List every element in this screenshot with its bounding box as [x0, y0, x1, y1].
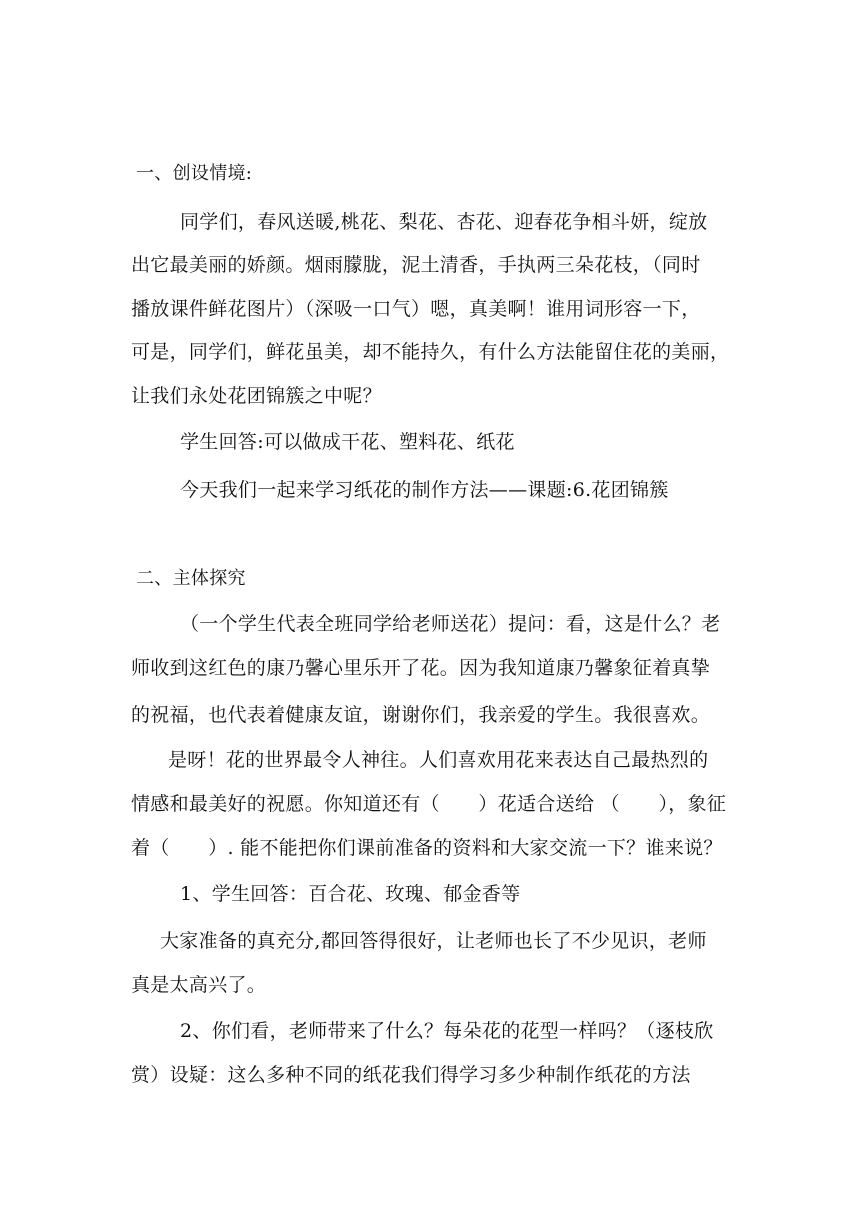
paragraph-line: 出它最美丽的娇颜。烟雨朦胧，泥土清香，手执两三朵花枝，（同时	[131, 254, 701, 276]
student-answer-1: 1、学生回答：百合花、玫瑰、郁金香等	[180, 883, 521, 905]
paragraph-line: 播放课件鲜花图片）（深吸一口气）嗯，真美啊！谁用词形容一下，	[131, 298, 701, 320]
paragraph-line: 是呀！花的世界最令人神往。人们喜欢用花来表达自己最热烈的	[168, 749, 709, 771]
paragraph-line: 情感和最美好的祝愿。你知道还有（ ）花适合送给 （ ），象征	[131, 793, 727, 815]
student-answer: 学生回答:可以做成干花、塑料花、纸花	[180, 431, 515, 453]
paragraph-line: （一个学生代表全班同学给老师送花）提问：看，这是什么？老	[180, 613, 721, 635]
paragraph-line: 可是，同学们，鲜花虽美，却不能持久，有什么方法能留住花的美丽，	[131, 341, 730, 363]
paragraph-line: 着（ ）. 能不能把你们课前准备的资料和大家交流一下？谁来说？	[131, 837, 723, 859]
paragraph-line: 真是太高兴了。	[131, 974, 267, 996]
paragraph-line: 师收到这红色的康乃馨心里乐开了花。因为我知道康乃馨象征着真挚	[131, 657, 711, 679]
lesson-topic: 今天我们一起来学习纸花的制作方法——课题:6.花团锦簇	[180, 479, 669, 501]
paragraph-line: 大家准备的真充分,都回答得很好，让老师也长了不少见识，老师	[160, 930, 707, 952]
paragraph-line: 让我们永处花团锦簇之中呢？	[131, 385, 382, 407]
section-2-heading: 二、主体探究	[136, 568, 246, 589]
section-1-heading: 一、创设情境:	[136, 163, 253, 184]
paragraph-line: 的祝福，也代表着健康友谊，谢谢你们，我亲爱的学生。我很喜欢。	[131, 704, 711, 726]
paragraph-line: 赏）设疑：这么多种不同的纸花我们得学习多少种制作纸花的方法	[131, 1064, 691, 1086]
paragraph-line: 2、你们看，老师带来了什么？每朵花的花型一样吗？（逐枝欣	[180, 1020, 714, 1042]
paragraph-line: 同学们，春风送暖,桃花、梨花、杏花、迎春花争相斗妍，绽放	[180, 211, 708, 233]
